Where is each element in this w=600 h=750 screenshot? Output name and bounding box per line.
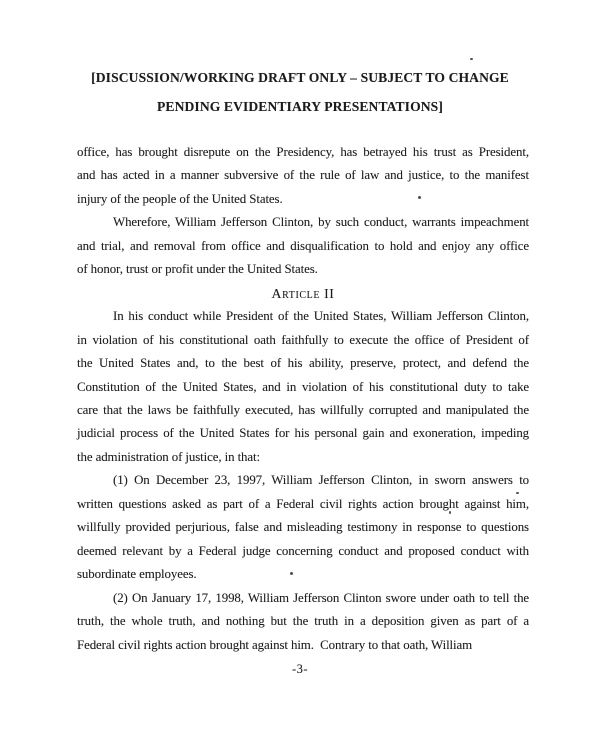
text-line: and has acted in a manner subversive of the rule of law and justice, to the manifest [77, 168, 529, 183]
text-line: care that the laws be faithfully executed, has willfully corrupted and manipulated the [77, 402, 529, 417]
text-line: (2) On January 17, 1998, William Jefferson Clinton swore under oath to tell the [113, 590, 530, 605]
draft-disclaimer-line1: [DISCUSSION/WORKING DRAFT ONLY – SUBJECT TO CHANGE [91, 70, 509, 85]
text-line: Federal civil rights action brought against him. Contrary to that oath, William [77, 637, 473, 652]
text-line: judicial process of the United States for his personal gain and exoneration, impeding [77, 426, 530, 441]
text-line: deemed relevant by a Federal judge concerning conduct and proposed conduct with [77, 543, 529, 558]
text-line: office, has brought disrepute on the Presidency, has betrayed his trust as President, [77, 145, 529, 159]
text-line: injury of the people of the United States. [77, 191, 283, 206]
text-line: the administration of justice, in that: [77, 449, 260, 464]
page-number: -3- [291, 662, 309, 676]
article-heading: Article II [271, 285, 335, 301]
text-line: and trial, and removal from office and disqualification to hold and enjoy any office [77, 238, 530, 253]
text-line: Constitution of the United States, and in violation of his constitutional duty to take [77, 379, 530, 394]
scan-artifact [470, 58, 473, 60]
text-line: subordinate employees. [77, 567, 197, 582]
text-line: written questions asked as part of a Federal civil rights action brought against him, [77, 496, 529, 511]
document-body [77, 141, 529, 657]
text-line: truth, the whole truth, and nothing but the truth in a deposition given as part of a [77, 614, 530, 629]
text-line: Wherefore, William Jefferson Clinton, by such conduct, warrants impeachment [113, 215, 530, 230]
text-line: in violation of his constitutional oath faithfully to execute the office of President of [77, 332, 529, 347]
scan-artifact [516, 492, 519, 494]
text-line: In his conduct while President of the United States, William Jefferson Clinton, [113, 309, 529, 324]
text-line: (1) On December 23, 1997, William Jefferson Clinton, in sworn answers to [113, 473, 530, 488]
text-line: willfully provided perjurious, false and misleading testimony in response to questions [77, 520, 529, 535]
text-line: the United States and, to the best of his ability, preserve, protect, and defend the [77, 356, 530, 371]
scan-artifact [290, 572, 293, 575]
scan-artifact [449, 511, 451, 514]
scan-artifact [418, 196, 421, 199]
draft-disclaimer-line2: PENDING EVIDENTIARY PRESENTATIONS] [157, 99, 443, 114]
text-line: of honor, trust or profit under the United States. [77, 262, 318, 277]
draft-disclaimer [0, 63, 600, 121]
